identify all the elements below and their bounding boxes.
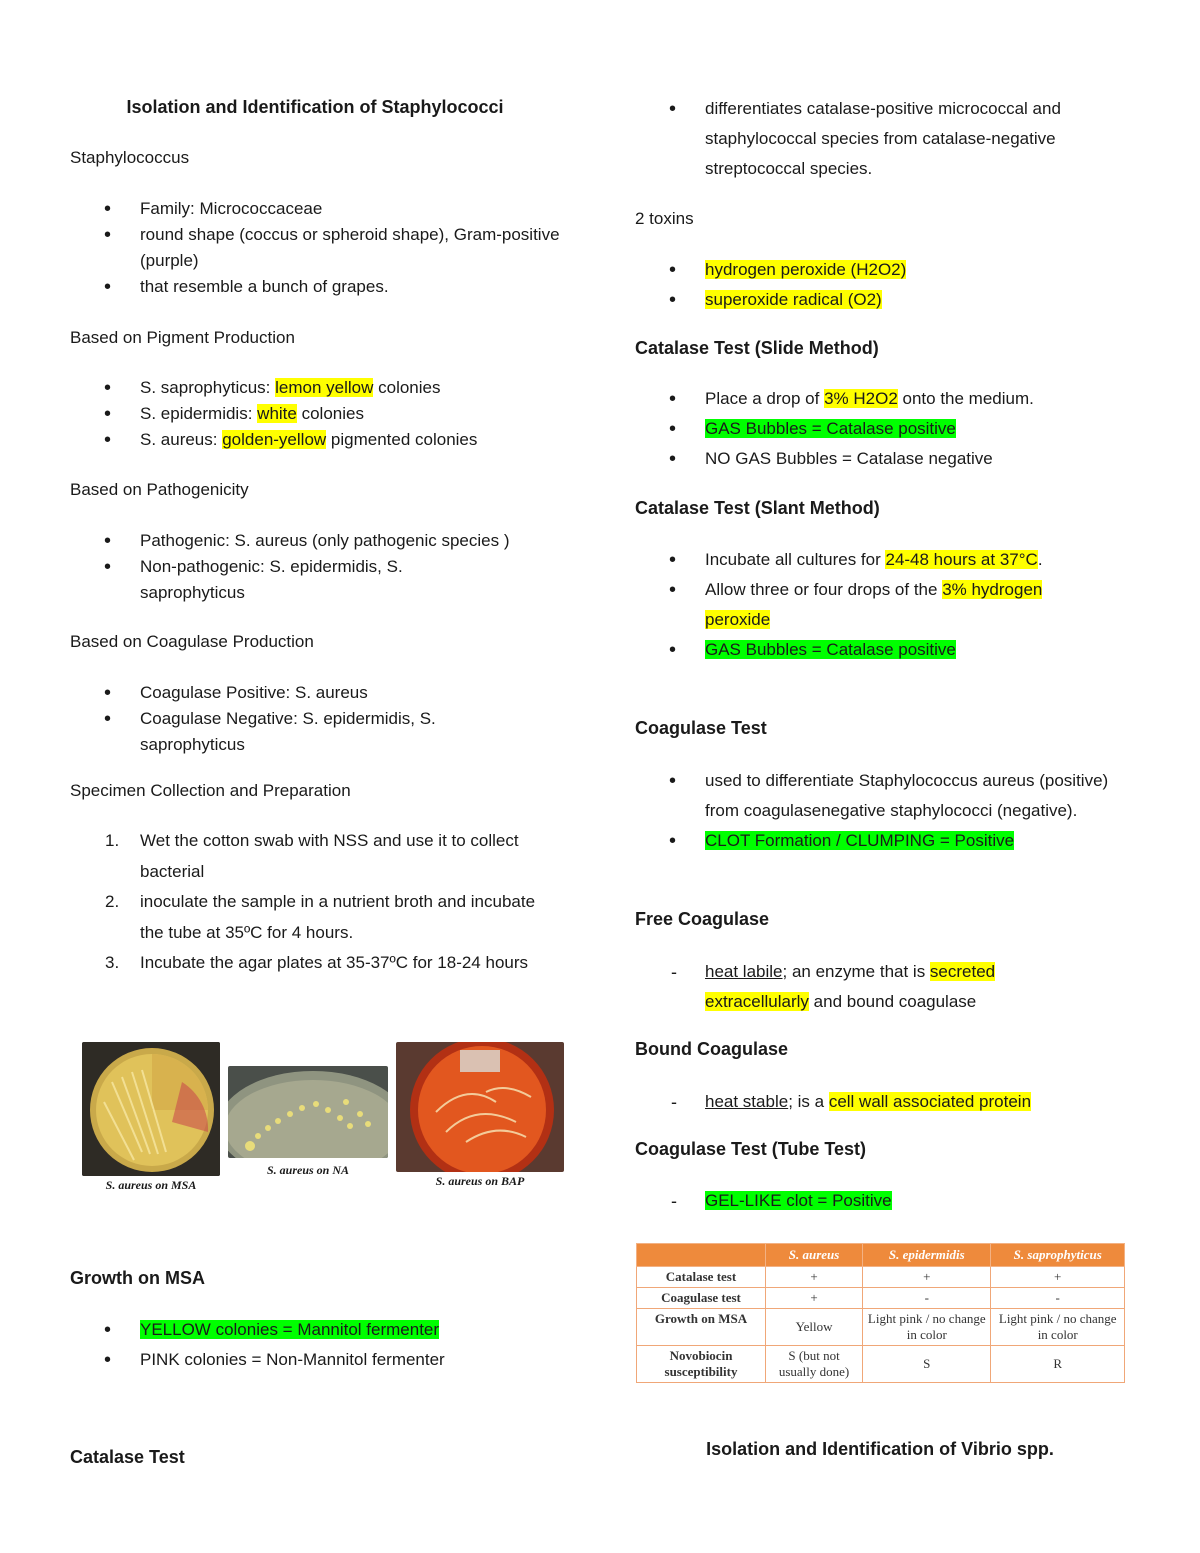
msa-caption: S. aureus on MSA: [105, 1178, 197, 1192]
list-item: • S. epidermidis: white colonies: [70, 401, 560, 427]
list-item: • Non-pathogenic: S. epidermidis, S. saprophyticus: [70, 554, 490, 606]
slide-method-list: [635, 384, 1125, 474]
list-item: • superoxide radical (O2): [635, 285, 1125, 315]
bap-plate-image: [396, 1042, 564, 1172]
table-cell: S: [863, 1346, 991, 1383]
table-row: [637, 1267, 1125, 1288]
catalase-heading: Catalase Test: [70, 1447, 185, 1467]
table-header-cell: S. epidermidis: [863, 1244, 991, 1267]
list-item: • NO GAS Bubbles = Catalase negative: [635, 444, 1125, 474]
pathogenicity-heading: Based on Pathogenicity: [70, 480, 249, 499]
table-cell: -: [863, 1288, 991, 1309]
table-cell: Yellow: [766, 1309, 863, 1346]
list-item: 2. inoculate the sample in a nutrient broth and incubate the tube at 35ºC for 4 hours.: [105, 892, 536, 942]
vibrio-title: Isolation and Identification of Vibrio spp.: [706, 1439, 1054, 1459]
list-item: • differentiates catalase-positive micrococcal and staphylococcal species from catalase-negative streptococcal species.: [635, 94, 1135, 184]
bound-coagulase-heading: Bound Coagulase: [635, 1039, 789, 1059]
list-item: - GEL-LIKE clot = Positive: [635, 1186, 1125, 1216]
msa-growth-list: [70, 1315, 560, 1375]
table-cell: +: [991, 1267, 1125, 1288]
coagulase-list: [70, 680, 490, 758]
na-caption: S. aureus on NA: [266, 1163, 350, 1177]
pathogenicity-list: [70, 528, 510, 606]
pigment-heading: Based on Pigment Production: [70, 328, 295, 347]
list-item: • Family: Micrococcaceae: [70, 196, 560, 222]
slant-method-list: [635, 545, 1125, 665]
slant-method-heading: Catalase Test (Slant Method): [635, 498, 880, 518]
list-item: • Incubate all cultures for 24-48 hours at 37°C.: [635, 545, 1125, 575]
bap-caption: S. aureus on BAP: [435, 1174, 525, 1188]
list-item: • Coagulase Positive: S. aureus: [70, 680, 490, 706]
list-item: - heat stable; is a cell wall associated protein: [635, 1087, 1125, 1117]
specimen-heading: Specimen Collection and Preparation: [70, 781, 351, 800]
table-cell: +: [766, 1288, 863, 1309]
table-header-cell: [637, 1244, 766, 1267]
catalase-intro: [635, 94, 1135, 184]
list-item: 3. Incubate the agar plates at 35-37ºC for 18-24 hours: [105, 953, 529, 972]
table-cell: Novobiocin susceptibility: [637, 1346, 766, 1383]
msa-plate-image: [82, 1042, 220, 1176]
comparison-table: [636, 1243, 1125, 1383]
table-cell: R: [991, 1346, 1125, 1383]
list-item: • Place a drop of 3% H2O2 onto the medium.: [635, 384, 1125, 414]
table-row: [637, 1309, 1125, 1346]
table-cell: Light pink / no change in color: [991, 1309, 1125, 1346]
list-item: • that resemble a bunch of grapes.: [70, 274, 560, 300]
table-cell: -: [991, 1288, 1125, 1309]
list-item: • used to differentiate Staphylococcus aureus (positive) from coagulasenegative staphylococci (negative).: [635, 766, 1135, 826]
page-title: Isolation and Identification of Staphylococci: [126, 97, 504, 117]
list-item: • Allow three or four drops of the 3% hydrogen peroxide: [635, 575, 1125, 635]
table-row: [637, 1346, 1125, 1383]
list-item: • PINK colonies = Non-Mannitol fermenter: [70, 1345, 560, 1375]
list-item: • S. saprophyticus: lemon yellow colonies: [70, 375, 560, 401]
table-cell: +: [863, 1267, 991, 1288]
coagulase-test-heading: Coagulase Test: [635, 718, 767, 738]
list-item: • GAS Bubbles = Catalase positive: [635, 414, 1125, 444]
na-plate-image: [228, 1066, 388, 1158]
slide-method-heading: Catalase Test (Slide Method): [635, 338, 879, 358]
list-item: • GAS Bubbles = Catalase positive: [635, 635, 1125, 665]
pigment-list: [70, 375, 560, 453]
list-item: • round shape (coccus or spheroid shape), Gram-positive (purple): [70, 222, 560, 274]
free-coagulase-heading: Free Coagulase: [635, 909, 770, 929]
table-cell: Coagulase test: [637, 1288, 766, 1309]
free-coagulase-list: [635, 957, 1125, 1017]
list-item: • CLOT Formation / CLUMPING = Positive: [635, 826, 1135, 856]
msa-growth-heading: Growth on MSA: [70, 1268, 205, 1288]
list-item: • Pathogenic: S. aureus (only pathogenic species ): [70, 528, 620, 554]
table-cell: Growth on MSA: [637, 1309, 766, 1346]
table-cell: Catalase test: [637, 1267, 766, 1288]
toxins-heading: 2 toxins: [635, 209, 694, 228]
coagulase-heading: Based on Coagulase Production: [70, 632, 314, 651]
table-header-row: [637, 1244, 1125, 1267]
table-cell: Light pink / no change in color: [863, 1309, 991, 1346]
genus-label: Staphylococcus: [70, 148, 190, 167]
table-header-cell: S. aureus: [766, 1244, 863, 1267]
table-cell: S (but not usually done): [766, 1346, 863, 1383]
table-row: [637, 1288, 1125, 1309]
toxins-list: [635, 255, 1125, 315]
list-item: • S. aureus: golden-yellow pigmented colonies: [70, 427, 560, 453]
genus-list: [70, 196, 560, 300]
coagulase-test-list: [635, 766, 1135, 856]
specimen-steps: [70, 826, 550, 979]
table-header-cell: S. saprophyticus: [991, 1244, 1125, 1267]
table-cell: +: [766, 1267, 863, 1288]
list-item: 1. Wet the cotton swab with NSS and use it to collect bacterial: [105, 831, 519, 881]
list-item: - heat labile; an enzyme that is secreted extracellularly and bound coagulase: [635, 957, 1125, 1017]
bound-coagulase-list: [635, 1087, 1125, 1117]
tube-test-list: [635, 1186, 1125, 1216]
tube-test-heading: Coagulase Test (Tube Test): [635, 1139, 867, 1159]
list-item: • YELLOW colonies = Mannitol fermenter: [70, 1315, 560, 1345]
list-item: • hydrogen peroxide (H2O2): [635, 255, 1125, 285]
list-item: • Coagulase Negative: S. epidermidis, S. saprophyticus: [70, 706, 490, 758]
